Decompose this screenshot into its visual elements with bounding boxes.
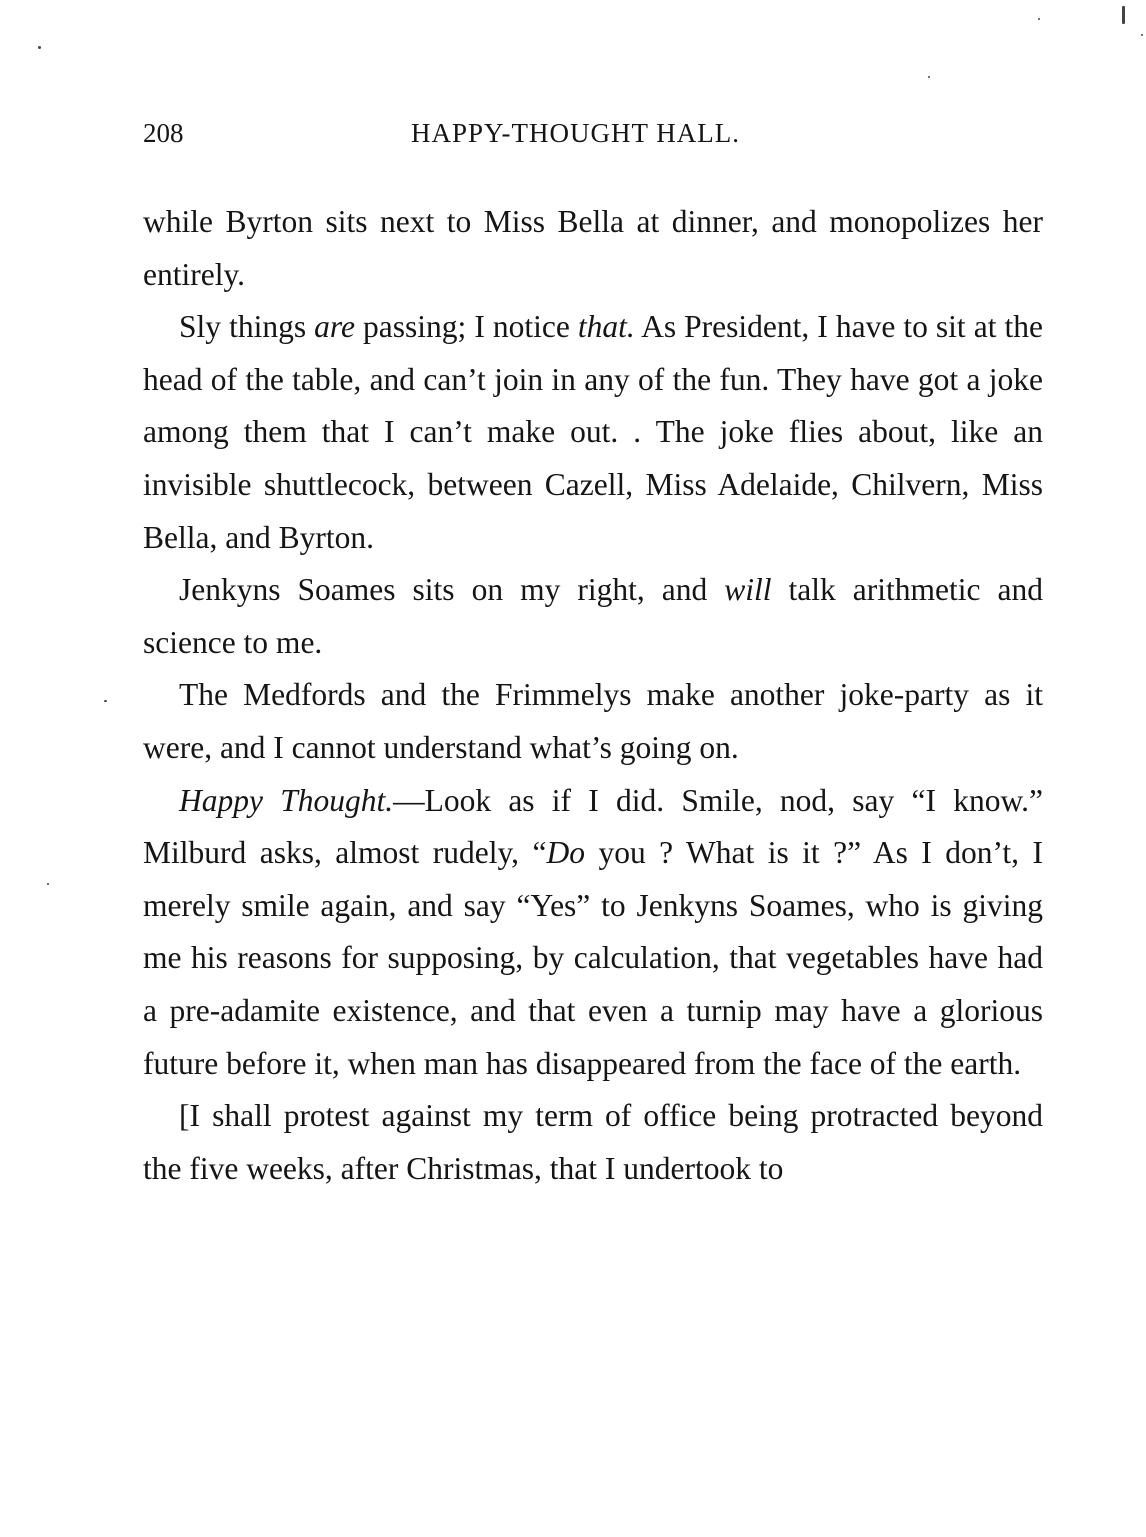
paragraph-2: [143, 301, 1043, 564]
paragraph-3: [143, 564, 1043, 669]
body-text: [143, 196, 1043, 1195]
running-head: HAPPY-THOUGHT HALL.: [411, 118, 740, 148]
paragraph-6: [143, 1090, 1043, 1195]
scan-speck: [1122, 6, 1125, 24]
italic-text: will: [724, 572, 772, 608]
italic-text: Happy Thought.: [179, 782, 394, 818]
text-segment: passing; I notice: [354, 309, 578, 345]
text-segment: The Medfords and the Frimmelys make another joke-party as it were, and I cannot understand what’s going on.: [143, 677, 1043, 765]
italic-text: that.: [577, 309, 635, 345]
page-header: [143, 118, 1048, 158]
paragraph-4: [143, 669, 1043, 774]
page-number: 208: [143, 118, 184, 148]
text-segment: while Byrton sits next to Miss Bella at dinner, and monopolizes her entirely.: [143, 204, 1043, 292]
text-segment: Sly things: [179, 309, 315, 345]
scan-speck: [104, 700, 107, 702]
italic-text: are: [314, 309, 355, 345]
scan-speck: [47, 883, 49, 885]
scan-speck: [928, 76, 930, 78]
text-segment: [I shall protest against my term of office being protracted beyond the five weeks, after Christmas, that I undertook to: [143, 1098, 1043, 1186]
text-segment: you ? What is it ?” As I don’t, I merely smile again, and say “Yes” to Jenkyns Soames, who is giving me his reasons for supposing, by calculation, that vegetables have had a pre-adamite existence, and that even a turnip may have a glorious future before it, when man has disappeared from the face of the earth.: [143, 835, 1043, 1081]
text-segment: talk arithmetic and science to me.: [143, 572, 1043, 660]
scan-speck: [1141, 34, 1143, 36]
text-segment: Jenkyns Soames sits on my right, and: [179, 572, 725, 608]
paragraph-5: [143, 775, 1043, 1091]
paragraph-1: [143, 196, 1043, 301]
scan-speck: [1038, 18, 1040, 20]
text-segment: As President, I have to sit at the head of the table, and can’t join in any of the fun. They have got a joke among them that I can’t make out. . The joke flies about, like an invisible shuttlecock, between Cazell, Miss Adelaide, Chilvern, Miss Bella, and Byrton.: [143, 309, 1043, 555]
text-segment: —Look as if I did. Smile, nod, say “I know.” Milburd asks, almost rudely, “: [143, 782, 1043, 871]
italic-text: Do: [546, 835, 585, 871]
scan-speck: [38, 46, 41, 49]
